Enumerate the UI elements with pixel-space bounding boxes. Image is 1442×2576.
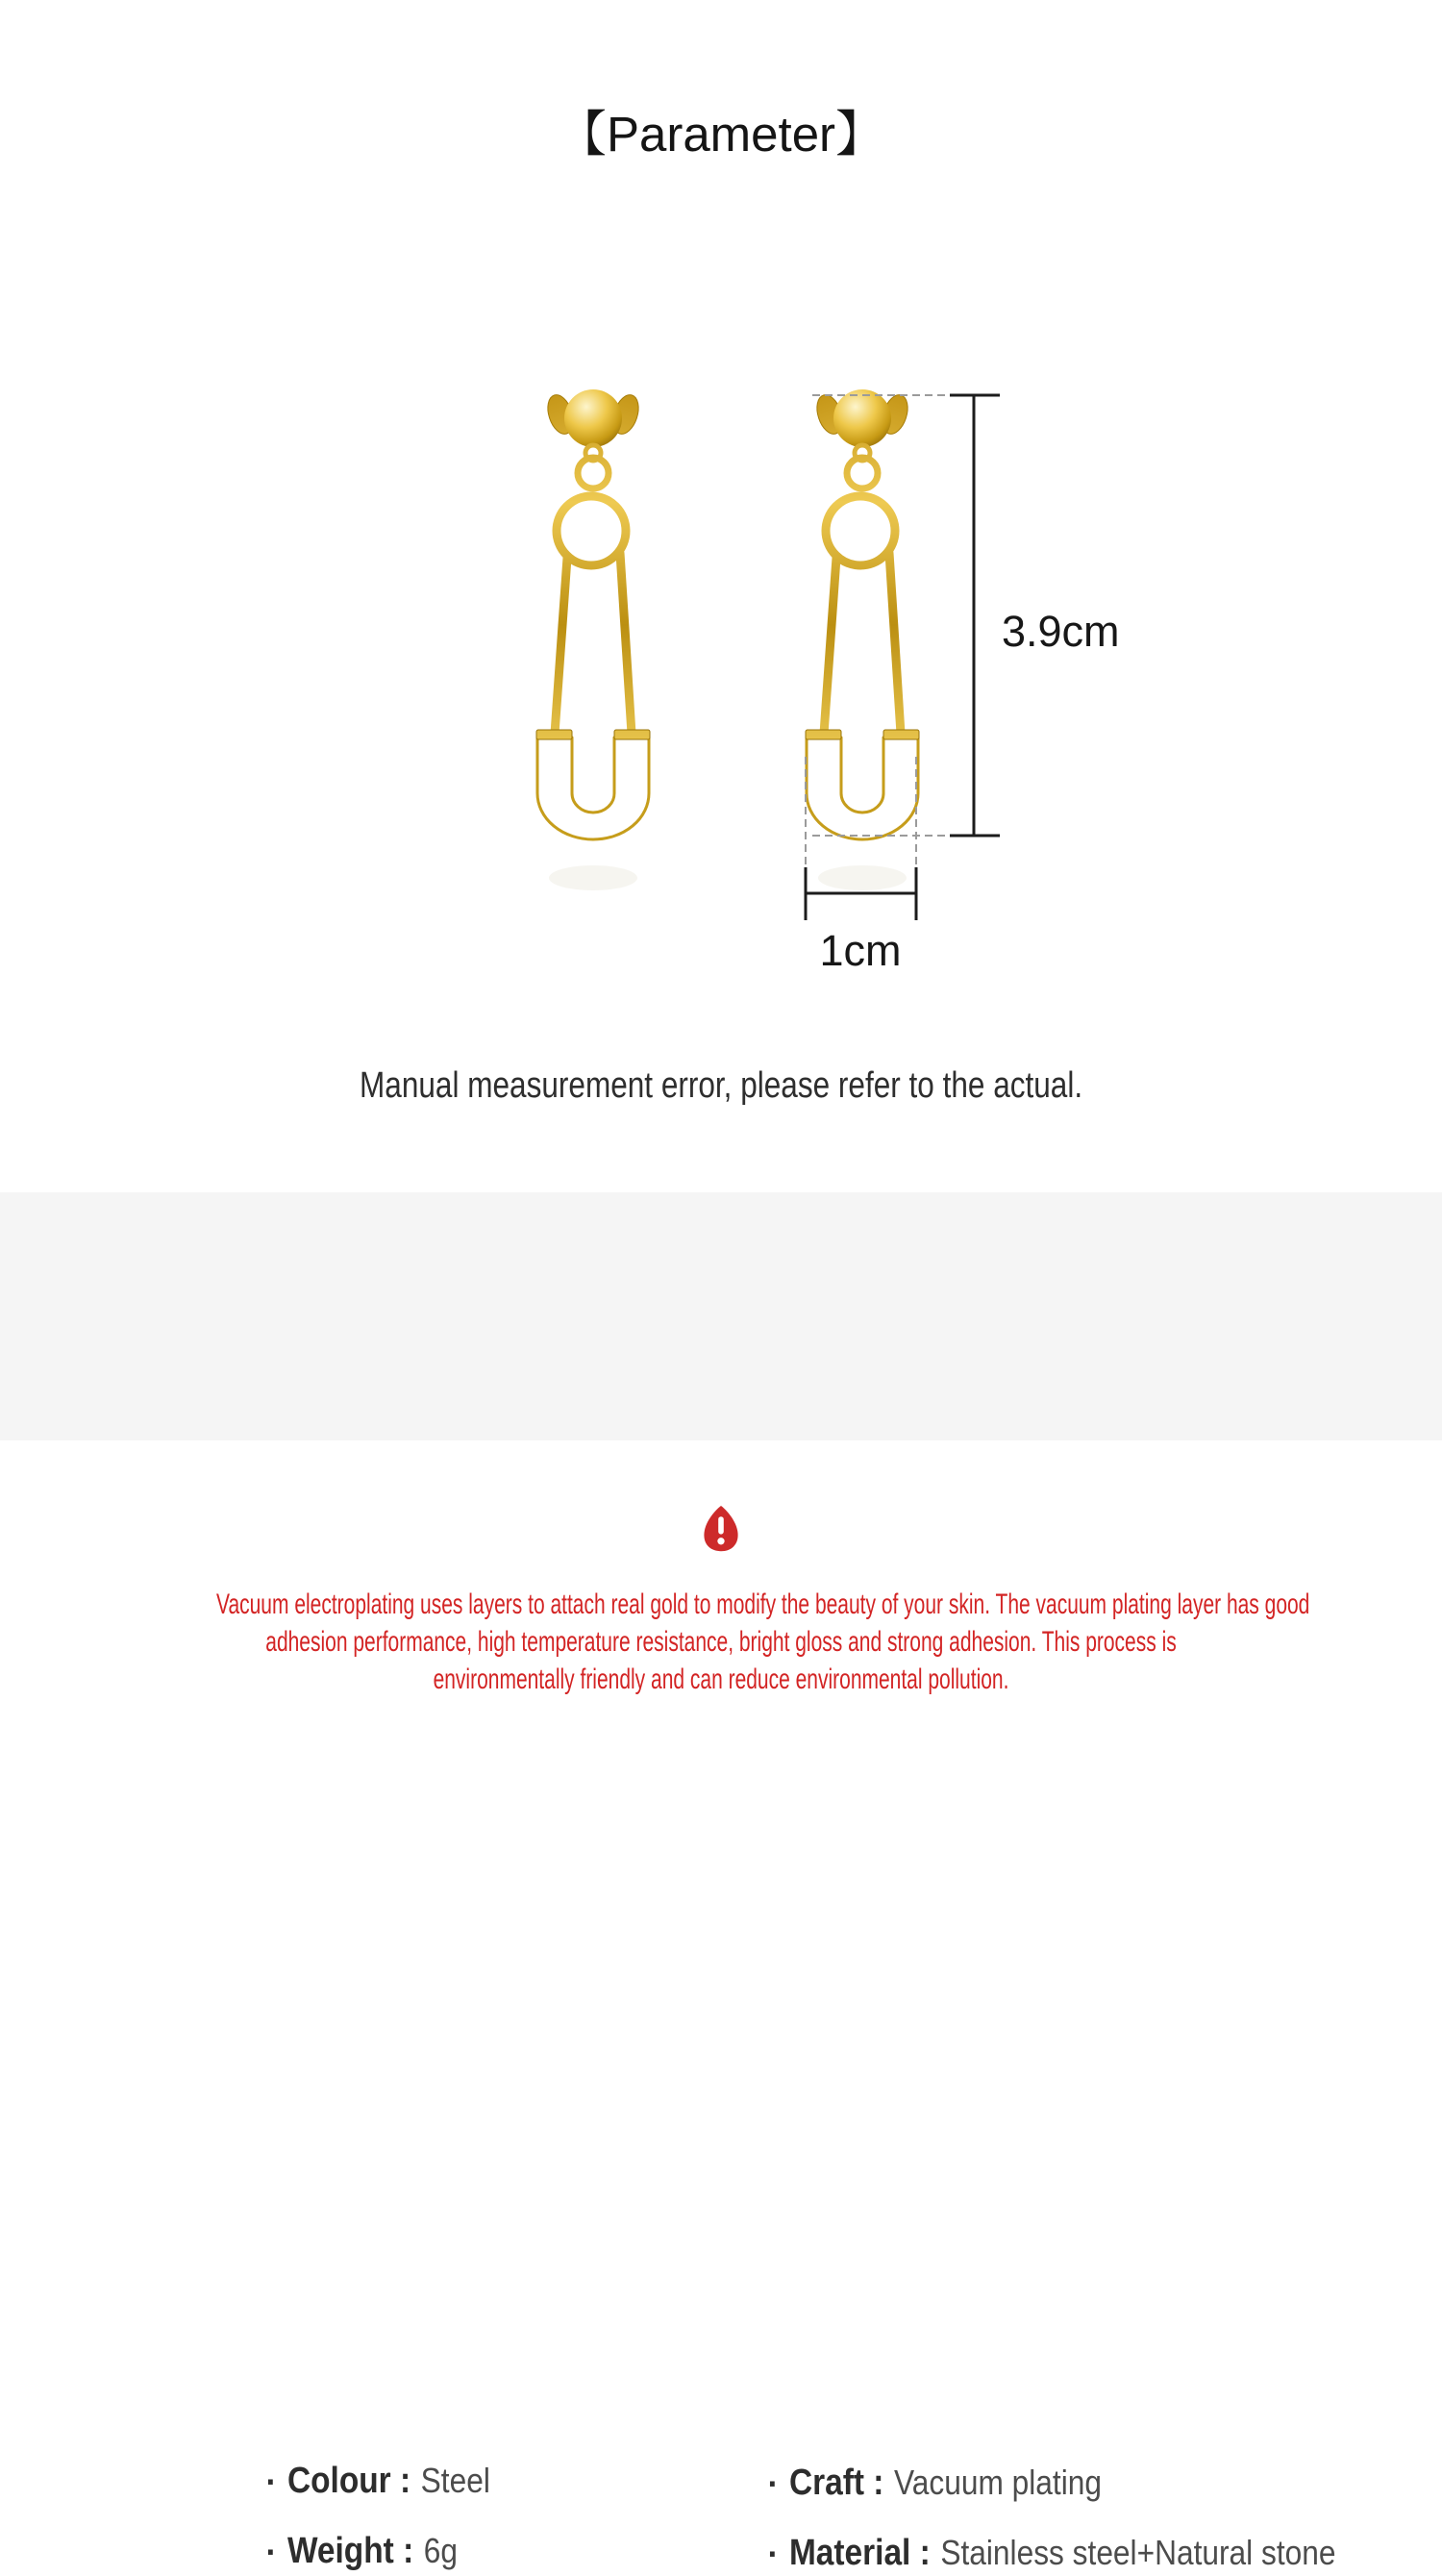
alert-icon — [698, 1503, 744, 1555]
bullet-icon: ▪ — [267, 2469, 274, 2493]
param-value: Stainless steel+Natural stone — [940, 2533, 1336, 2572]
width-measurement-label: 1cm — [819, 926, 902, 975]
warning-paragraph — [0, 1586, 1442, 1698]
bullet-icon: ▪ — [769, 2471, 776, 2495]
param-item-craft — [769, 2461, 1102, 2506]
param-item-colour — [267, 2459, 490, 2504]
earrings-illustration — [0, 317, 1442, 990]
param-label: Weight : — [286, 2531, 414, 2571]
param-value: Vacuum plating — [893, 2463, 1103, 2502]
warning-line: adhesion performance, high temperature resistance, bright gloss and strong adhesion. This process is — [265, 1626, 1177, 1658]
param-value: 6g — [423, 2531, 459, 2570]
measurement-note-text: Manual measurement error, please refer to the actual. — [359, 1065, 1083, 1106]
page-title — [0, 96, 1442, 173]
warning-line: environmentally friendly and can reduce environmental pollution. — [433, 1663, 1009, 1695]
bullet-icon: ▪ — [769, 2541, 776, 2565]
bullet-icon: ▪ — [267, 2539, 274, 2563]
title-bracket-right: 】 — [835, 107, 885, 162]
warning-line: Vacuum electroplating uses layers to attach real gold to modify the beauty of your skin. The vacuum plating layer has good — [216, 1588, 1310, 1620]
title-text: Parameter — [606, 107, 836, 162]
param-label: Material : — [788, 2533, 931, 2573]
param-label: Colour : — [286, 2461, 411, 2501]
param-item-material — [769, 2531, 1336, 2576]
height-measurement-label: 3.9cm — [1002, 607, 1120, 656]
measurement-note — [0, 1065, 1442, 1107]
param-value: Steel — [420, 2461, 490, 2500]
title-bracket-left: 【 — [557, 107, 607, 162]
param-item-weight — [267, 2529, 458, 2574]
param-label: Craft : — [788, 2463, 884, 2503]
